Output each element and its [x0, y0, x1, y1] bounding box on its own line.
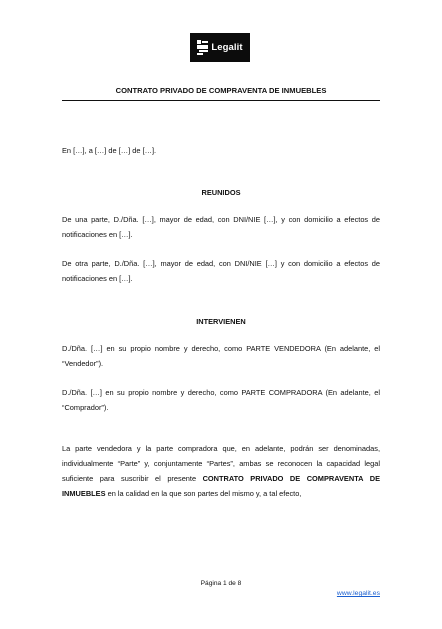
intervienen-paragraph-1: D./Dña. […] en su propio nombre y derecho, como PARTE VENDEDORA (En adelante, el “Vendedor”).: [62, 344, 380, 368]
closing-text-end: en la calidad en la que son partes del mismo y, a tal efecto,: [105, 489, 302, 498]
page-number: Página 1 de 8: [200, 580, 242, 587]
reunidos-paragraph-2: De otra parte, D./Dña. […], mayor de edad, con DNI/NIE […] y con domicilio a efectos de notificaciones en […].: [62, 259, 380, 283]
closing-text-start: La parte vendedora y la parte compradora que, en adelante, podrán ser denominadas, individualmente “Parte” y, conjuntamente “Partes”, ambas se reconocen la capacidad legal suficiente para suscribir el presente: [62, 444, 380, 483]
section-heading-reunidos: REUNIDOS: [201, 188, 241, 197]
logo-text: Legalit: [211, 42, 243, 53]
intervienen-paragraph-2: D./Dña. […] en su propio nombre y derecho, como PARTE COMPRADORA (En adelante, el “Comprador”).: [62, 388, 380, 412]
date-line: En […], a […] de […] de […].: [62, 146, 157, 155]
reunidos-paragraph-1: De una parte, D./Dña. […], mayor de edad, con DNI/NIE […], y con domicilio a efectos de notificaciones en […].: [62, 215, 380, 239]
website-link[interactable]: www.legalit.es: [336, 590, 380, 597]
legalit-logo: [190, 33, 250, 62]
document-title: CONTRATO PRIVADO DE COMPRAVENTA DE INMUEBLES: [115, 86, 327, 95]
legalit-logo-icon: [197, 40, 208, 55]
section-heading-intervienen: INTERVIENEN: [196, 317, 246, 326]
contract-name-bold: CONTRATO PRIVADO DE COMPRAVENTA DE INMUEBLES: [62, 474, 380, 498]
title-divider: [62, 100, 380, 101]
closing-paragraph: [62, 441, 380, 501]
